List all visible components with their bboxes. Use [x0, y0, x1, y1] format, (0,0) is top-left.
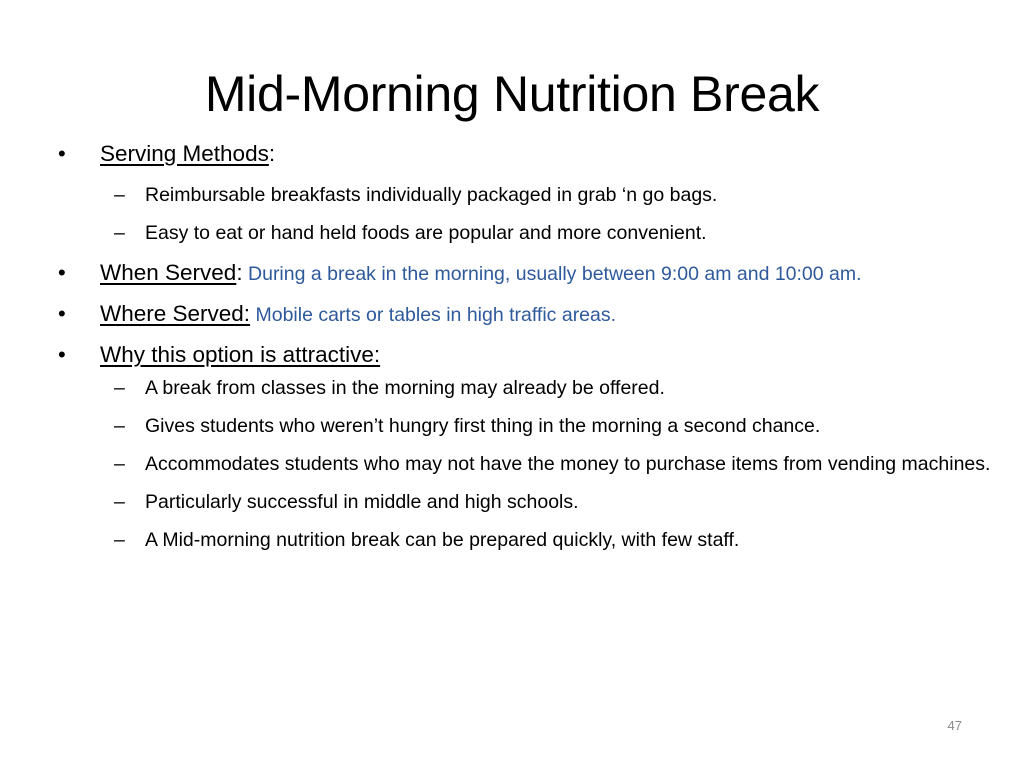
slide-number: 47 — [947, 718, 962, 733]
bullet-icon: • — [58, 260, 66, 285]
bullet-when-served — [56, 257, 1006, 290]
bullet-detail: During a break in the morning, usually between 9:00 am and 10:00 am. — [242, 263, 862, 285]
dash-icon: – — [114, 453, 125, 475]
sub-item-text: Particularly successful in middle and high schools. — [145, 491, 579, 513]
sub-item-text: A Mid-morning nutrition break can be prepared quickly, with few staff. — [145, 529, 740, 551]
bullet-heading: Where Served: — [100, 301, 251, 326]
sub-item-text: A break from classes in the morning may already be offered. — [145, 377, 665, 399]
sub-item — [56, 409, 1006, 443]
bullet-separator: : — [268, 141, 276, 166]
sub-item — [56, 485, 1006, 519]
sub-item — [56, 447, 1006, 481]
bullet-where-served — [56, 298, 1006, 331]
sub-item-text: Reimbursable breakfasts individually packaged in grab ‘n go bags. — [145, 184, 718, 206]
sub-item-text: Accommodates students who may not have the money to purchase items from vending machines. — [145, 453, 991, 475]
bullet-detail: Mobile carts or tables in high traffic areas. — [250, 304, 617, 326]
sub-list-why-attractive — [56, 371, 1006, 557]
dash-icon: – — [114, 184, 125, 206]
bullet-icon: • — [58, 342, 66, 367]
sub-item — [56, 523, 1006, 557]
bullet-serving-methods — [56, 138, 1006, 170]
bullet-icon: • — [58, 141, 66, 166]
sub-item-text: Easy to eat or hand held foods are popular and more convenient. — [145, 222, 707, 244]
dash-icon: – — [114, 491, 125, 513]
bullet-heading: When Served — [100, 260, 237, 285]
dash-icon: – — [114, 529, 125, 551]
bullet-why-attractive — [56, 339, 1006, 371]
sub-item-text: Gives students who weren’t hungry first thing in the morning a second chance. — [145, 415, 821, 437]
sub-item — [56, 216, 1006, 250]
sub-item — [56, 371, 1006, 405]
bullet-icon: • — [58, 301, 66, 326]
dash-icon: – — [114, 222, 125, 244]
sub-item — [56, 178, 1006, 212]
dash-icon: – — [114, 415, 125, 437]
sub-list-serving-methods — [56, 178, 1006, 250]
dash-icon: – — [114, 377, 125, 399]
bullet-heading: Serving Methods — [100, 141, 269, 166]
slide-title: Mid-Morning Nutrition Break — [204, 66, 820, 122]
slide-content — [56, 138, 1006, 561]
bullet-heading: Why this option is attractive: — [100, 342, 381, 367]
bullet-separator: : — [236, 260, 243, 285]
